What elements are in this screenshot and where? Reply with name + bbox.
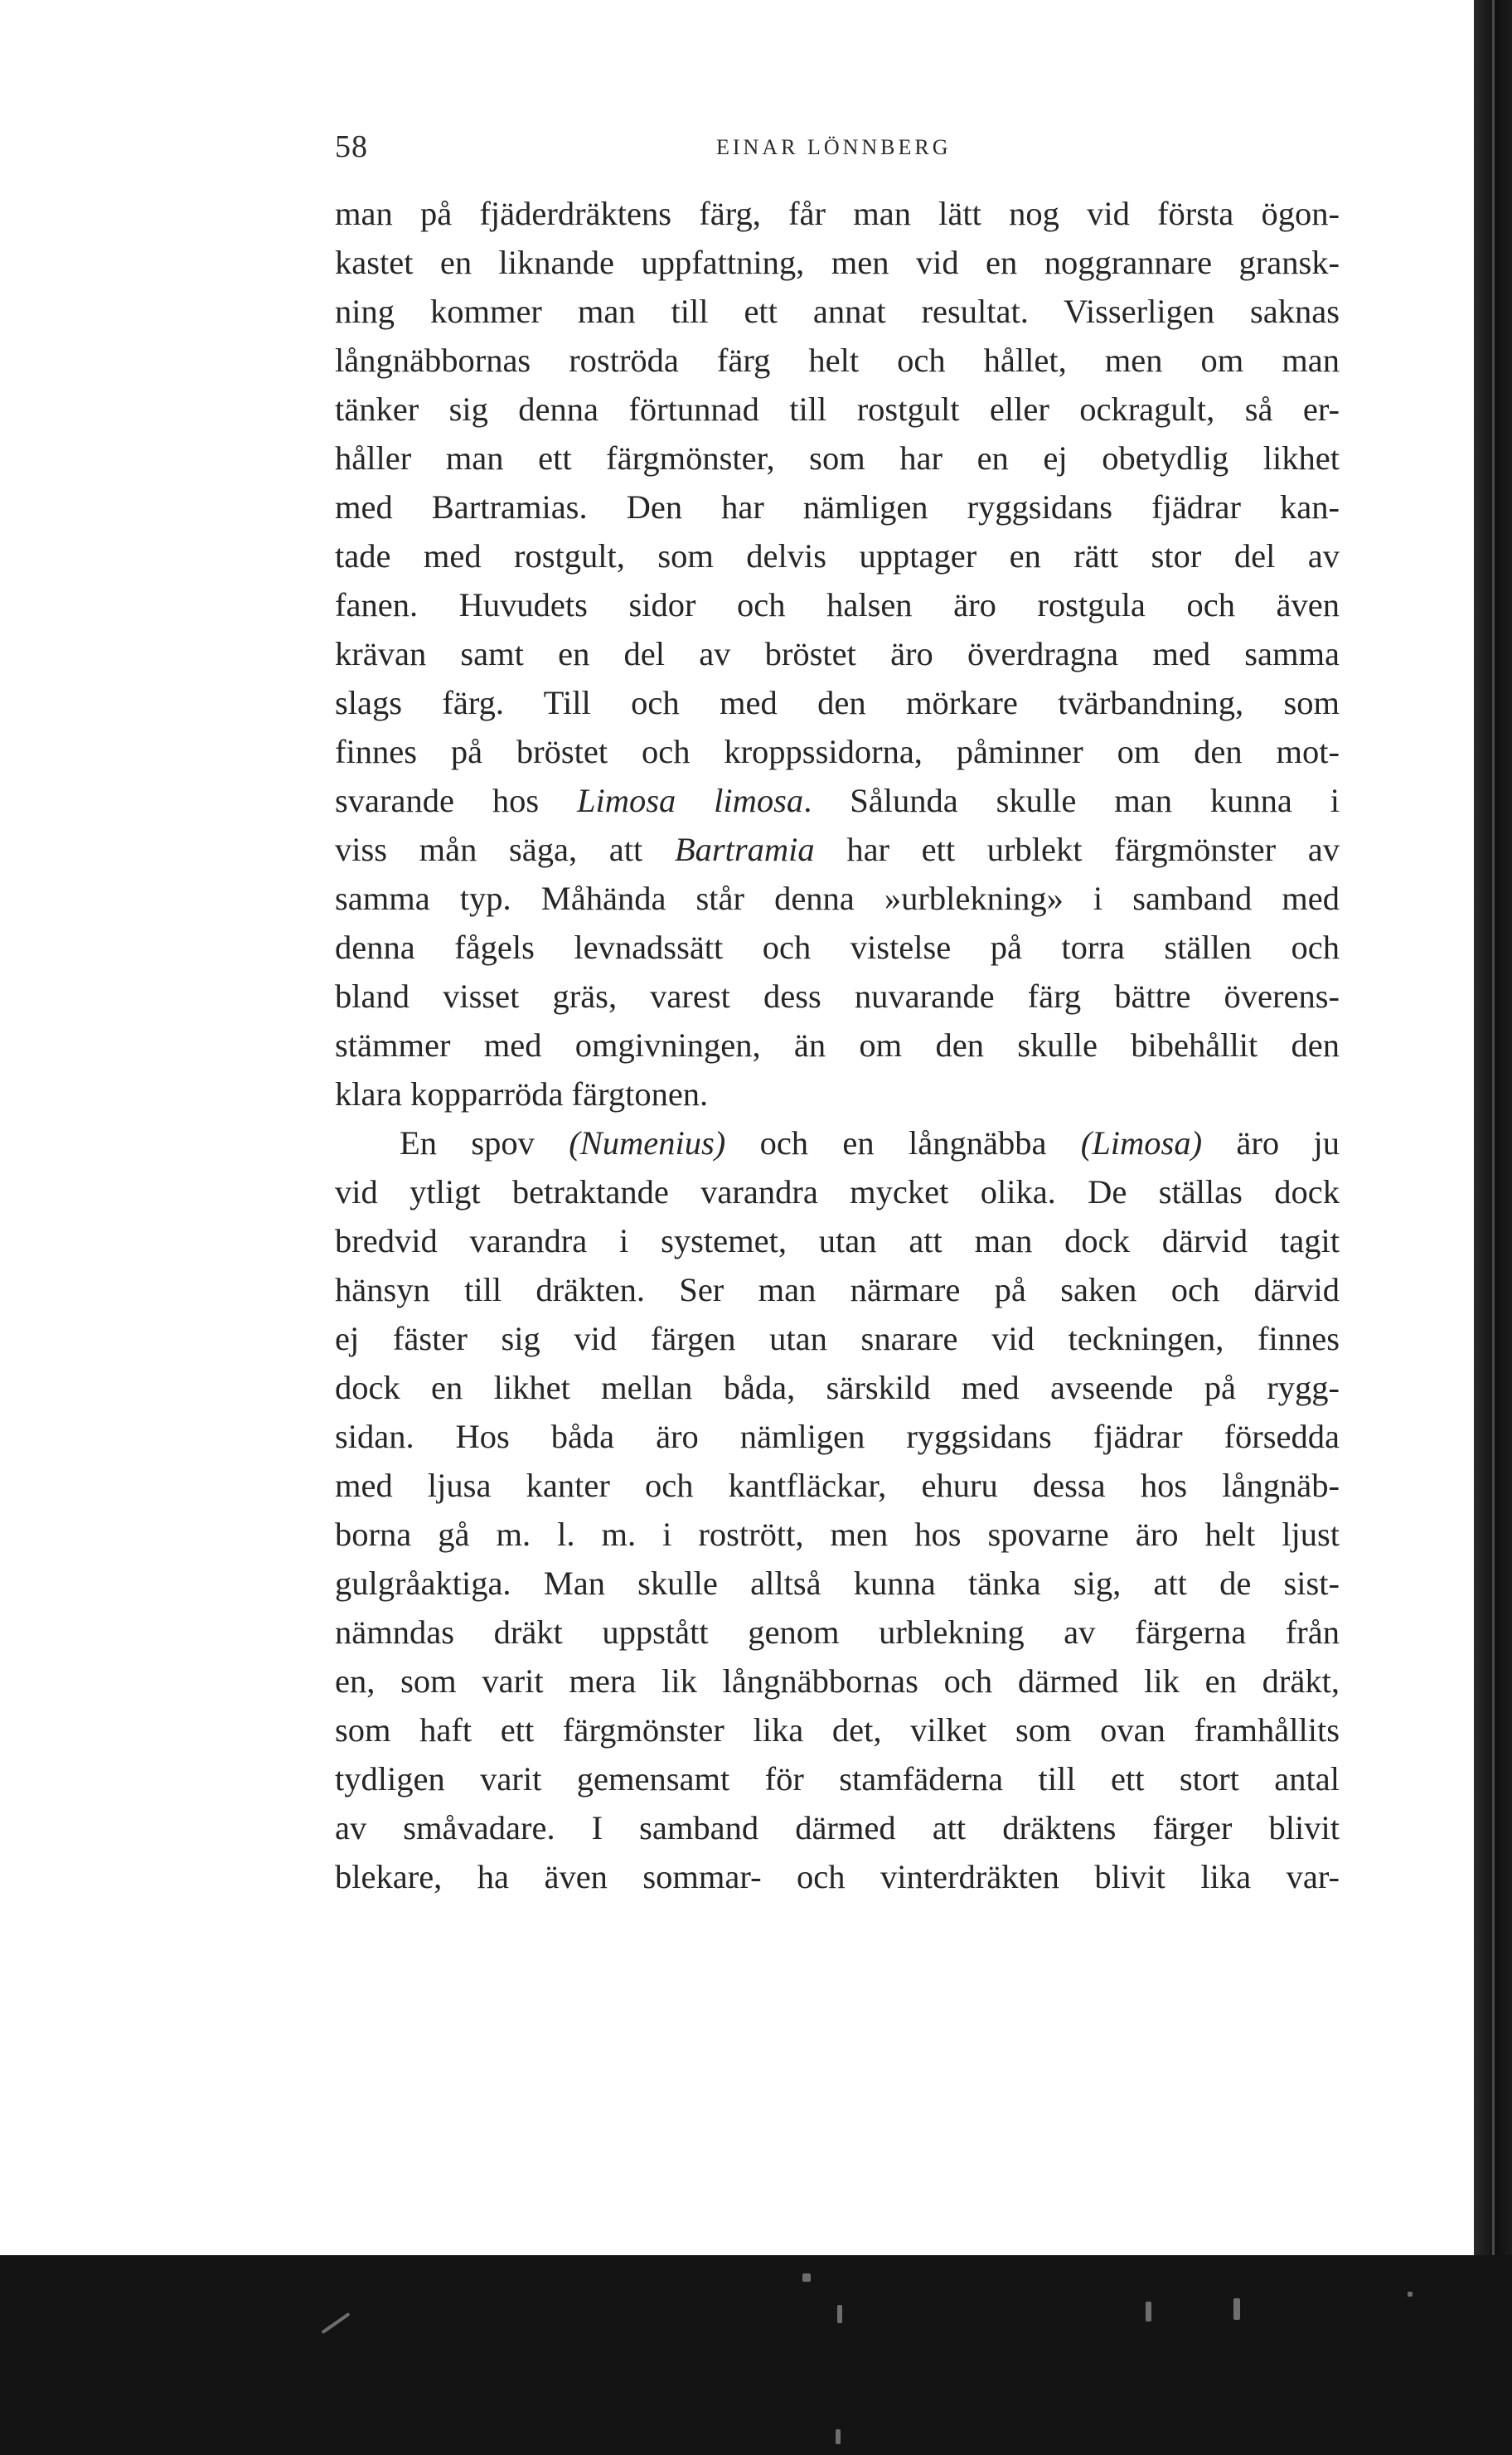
text-line: krävan samt en del av bröstet äro överdragna med samma xyxy=(335,635,1340,672)
binding-line xyxy=(1492,0,1495,2255)
scanner-margin xyxy=(0,2255,1512,2455)
page-header xyxy=(335,129,1338,178)
text-line: bland visset gräs, varest dess nuvarande färg bättre överens- xyxy=(335,978,1340,1015)
text-line: av småvadare. I samband därmed att dräktens färger blivit xyxy=(335,1809,1340,1846)
text-line: fanen. Huvudets sidor och halsen äro rostgula och även xyxy=(335,586,1340,623)
paragraph-1 xyxy=(335,189,1340,1118)
text-line: klara kopparröda färgtonen. xyxy=(335,1075,709,1113)
body-text xyxy=(335,189,1340,1901)
text-line: nämndas dräkt uppstått genom urblekning av färgerna från xyxy=(335,1613,1340,1651)
dust-speck xyxy=(836,2429,841,2444)
text-line: tydligen varit gemensamt för stamfäderna till ett stort antal xyxy=(335,1760,1340,1798)
text-line: hänsyn till dräkten. Ser man närmare på saken och därvid xyxy=(335,1271,1340,1308)
text-line: kastet en liknande uppfattning, men vid en noggrannare gransk- xyxy=(335,244,1340,281)
text-line: borna gå m. l. m. i rostrött, men hos spovarne äro helt ljust xyxy=(335,1516,1340,1553)
text-line: dock en likhet mellan båda, särskild med avseende på rygg- xyxy=(335,1369,1340,1406)
text-line: tänker sig denna förtunnad till rostgult eller ockragult, så er- xyxy=(335,391,1340,428)
dust-speck xyxy=(802,2273,811,2282)
dust-speck xyxy=(837,2305,842,2323)
text-line: som haft ett färgmönster lika det, vilket som ovan framhållits xyxy=(335,1711,1340,1749)
text-line: En spov (Numenius) och en långnäbba (Limosa) äro ju xyxy=(400,1124,1340,1162)
text-line: med ljusa kanter och kantfläckar, ehuru dessa hos långnäb- xyxy=(335,1467,1340,1504)
text-line: ej fäster sig vid färgen utan snarare vid teckningen, finnes xyxy=(335,1320,1340,1357)
text-line: samma typ. Måhända står denna »urblekning» i samband med xyxy=(335,880,1340,917)
text-line: tade med rostgult, som delvis upptager en rätt stor del av xyxy=(335,537,1340,575)
text-line: viss mån säga, att Bartramia har ett urblekt färgmönster av xyxy=(335,831,1340,868)
dust-speck xyxy=(321,2312,350,2334)
text-line: finnes på bröstet och kroppssidorna, påminner om den mot- xyxy=(335,733,1340,770)
text-line: ning kommer man till ett annat resultat. Visserligen saknas xyxy=(335,293,1340,330)
text-line: bredvid varandra i systemet, utan att man dock därvid tagit xyxy=(335,1222,1340,1259)
dust-speck xyxy=(1233,2298,1240,2320)
text-line: gulgråaktiga. Man skulle alltså kunna tänka sig, att de sist- xyxy=(335,1565,1340,1602)
dust-speck xyxy=(1408,2292,1413,2297)
text-line: med Bartramias. Den har nämligen ryggsidans fjädrar kan- xyxy=(335,488,1340,526)
dust-speck xyxy=(1146,2302,1151,2322)
text-line: vid ytligt betraktande varandra mycket olika. De ställas dock xyxy=(335,1173,1340,1211)
text-line: stämmer med omgivningen, än om den skulle bibehållit den xyxy=(335,1026,1340,1064)
text-line: sidan. Hos båda äro nämligen ryggsidans fjädrar försedda xyxy=(335,1418,1340,1455)
text-line: denna fågels levnadssätt och vistelse på torra ställen och xyxy=(335,929,1340,966)
paragraph-2 xyxy=(335,1118,1340,1901)
running-head: EINAR LÖNNBERG xyxy=(716,135,952,159)
page-number: 58 xyxy=(335,129,368,164)
text-line: långnäbbornas roströda färg helt och hållet, men om man xyxy=(335,342,1340,379)
text-line: slags färg. Till och med den mörkare tvärbandning, som xyxy=(335,684,1340,721)
text-line: svarande hos Limosa limosa. Sålunda skulle man kunna i xyxy=(335,782,1340,819)
text-line: en, som varit mera lik långnäbbornas och därmed lik en dräkt, xyxy=(335,1662,1340,1700)
text-line: håller man ett färgmönster, som har en ej obetydlig likhet xyxy=(335,439,1340,477)
text-line: man på fjäderdräktens färg, får man lätt nog vid första ögon- xyxy=(335,195,1340,232)
text-line: blekare, ha även sommar- och vinterdräkten blivit lika var- xyxy=(335,1858,1340,1895)
